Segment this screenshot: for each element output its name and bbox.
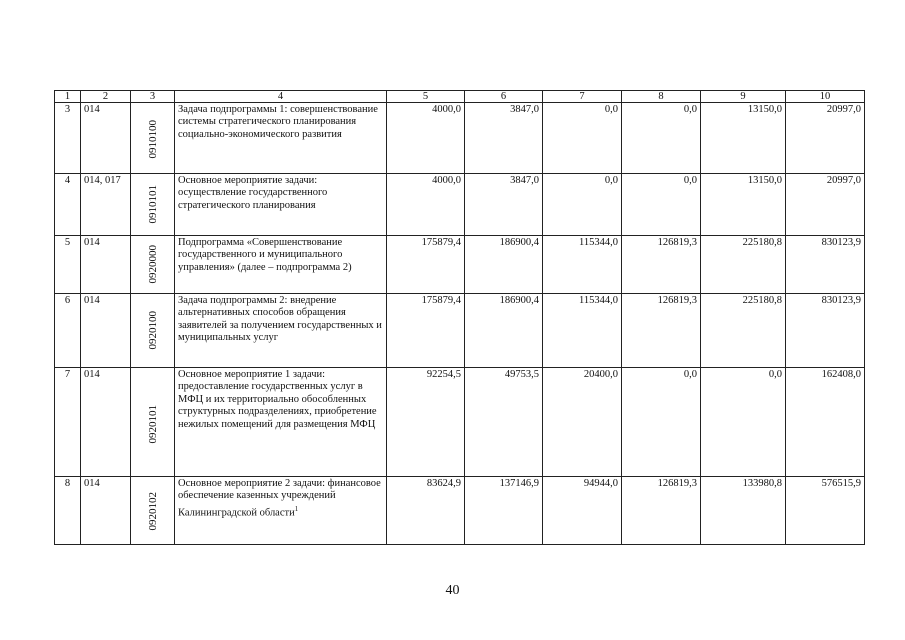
- description: Основное мероприятие 1 задачи: предоставление государственных услуг в МФЦ и их территориально обособленных структурных подразделениях, приобретение нежилых помещений для размещения МФЦ: [175, 368, 387, 477]
- program-code: 0910100: [146, 119, 159, 159]
- header-cell: 9: [701, 91, 786, 103]
- description: Задача подпрограммы 1: совершенствование системы стратегического планирования социально-экономического развития: [175, 103, 387, 174]
- value-cell: 0,0: [622, 368, 701, 477]
- value-cell: 115344,0: [543, 236, 622, 294]
- header-cell: 10: [786, 91, 865, 103]
- table-header-row: [55, 91, 865, 103]
- description-text: Основное мероприятие 2 задачи: финансовое обеспечение казенных учреждений Калининградской области: [178, 478, 381, 519]
- table-row: [55, 477, 865, 545]
- value-cell: 3847,0: [465, 174, 543, 236]
- value-cell: 175879,4: [387, 236, 465, 294]
- header-cell: 6: [465, 91, 543, 103]
- value-cell: 225180,8: [701, 294, 786, 368]
- header-cell: 1: [55, 91, 81, 103]
- program-code: 0920102: [146, 491, 159, 531]
- value-cell: 4000,0: [387, 174, 465, 236]
- value-cell: 126819,3: [622, 294, 701, 368]
- program-code: 0920100: [146, 310, 159, 350]
- value-cell: 133980,8: [701, 477, 786, 545]
- program-code-cell: [131, 368, 175, 477]
- program-code-cell: [131, 294, 175, 368]
- value-cell: 4000,0: [387, 103, 465, 174]
- value-cell: 576515,9: [786, 477, 865, 545]
- header-cell: 2: [81, 91, 131, 103]
- value-cell: 13150,0: [701, 103, 786, 174]
- ministry-code: 014: [81, 477, 131, 545]
- value-cell: 225180,8: [701, 236, 786, 294]
- value-cell: 137146,9: [465, 477, 543, 545]
- value-cell: 92254,5: [387, 368, 465, 477]
- description: Задача подпрограммы 2: внедрение альтернативных способов обращения заявителей за получением государственных и муниципальных услуг: [175, 294, 387, 368]
- program-code: 0920000: [146, 244, 159, 284]
- value-cell: 20997,0: [786, 103, 865, 174]
- table-row: [55, 368, 865, 477]
- value-cell: 0,0: [622, 103, 701, 174]
- header-cell: 8: [622, 91, 701, 103]
- budget-table: [54, 90, 865, 545]
- ministry-code: 014: [81, 236, 131, 294]
- table-row: [55, 174, 865, 236]
- description: Основное мероприятие задачи: осуществление государственного стратегического планирования: [175, 174, 387, 236]
- page-number: 40: [445, 583, 460, 598]
- value-cell: 0,0: [622, 174, 701, 236]
- table-row: [55, 103, 865, 174]
- row-number: 7: [55, 368, 81, 477]
- ministry-code: 014, 017: [81, 174, 131, 236]
- value-cell: 830123,9: [786, 236, 865, 294]
- value-cell: 0,0: [543, 174, 622, 236]
- table-row: [55, 236, 865, 294]
- program-code-cell: [131, 103, 175, 174]
- description: [175, 477, 387, 545]
- value-cell: 20400,0: [543, 368, 622, 477]
- ministry-code: 014: [81, 294, 131, 368]
- value-cell: 175879,4: [387, 294, 465, 368]
- value-cell: 94944,0: [543, 477, 622, 545]
- footnote-marker: 1: [294, 504, 299, 513]
- program-code: 0910101: [146, 184, 159, 224]
- header-cell: 3: [131, 91, 175, 103]
- value-cell: 3847,0: [465, 103, 543, 174]
- value-cell: 115344,0: [543, 294, 622, 368]
- value-cell: 83624,9: [387, 477, 465, 545]
- row-number: 3: [55, 103, 81, 174]
- value-cell: 0,0: [543, 103, 622, 174]
- value-cell: 126819,3: [622, 236, 701, 294]
- description: Подпрограмма «Совершенствование государственного и муниципального управления» (далее – подпрограмма 2): [175, 236, 387, 294]
- value-cell: 0,0: [701, 368, 786, 477]
- program-code-cell: [131, 477, 175, 545]
- ministry-code: 014: [81, 368, 131, 477]
- value-cell: 830123,9: [786, 294, 865, 368]
- ministry-code: 014: [81, 103, 131, 174]
- value-cell: 186900,4: [465, 294, 543, 368]
- program-code-cell: [131, 174, 175, 236]
- row-number: 4: [55, 174, 81, 236]
- value-cell: 126819,3: [622, 477, 701, 545]
- value-cell: 13150,0: [701, 174, 786, 236]
- header-cell: 4: [175, 91, 387, 103]
- header-cell: 5: [387, 91, 465, 103]
- value-cell: 162408,0: [786, 368, 865, 477]
- header-cell: 7: [543, 91, 622, 103]
- program-code: 0920101: [146, 404, 159, 444]
- row-number: 6: [55, 294, 81, 368]
- row-number: 8: [55, 477, 81, 545]
- value-cell: 186900,4: [465, 236, 543, 294]
- value-cell: 20997,0: [786, 174, 865, 236]
- table-row: [55, 294, 865, 368]
- value-cell: 49753,5: [465, 368, 543, 477]
- row-number: 5: [55, 236, 81, 294]
- program-code-cell: [131, 236, 175, 294]
